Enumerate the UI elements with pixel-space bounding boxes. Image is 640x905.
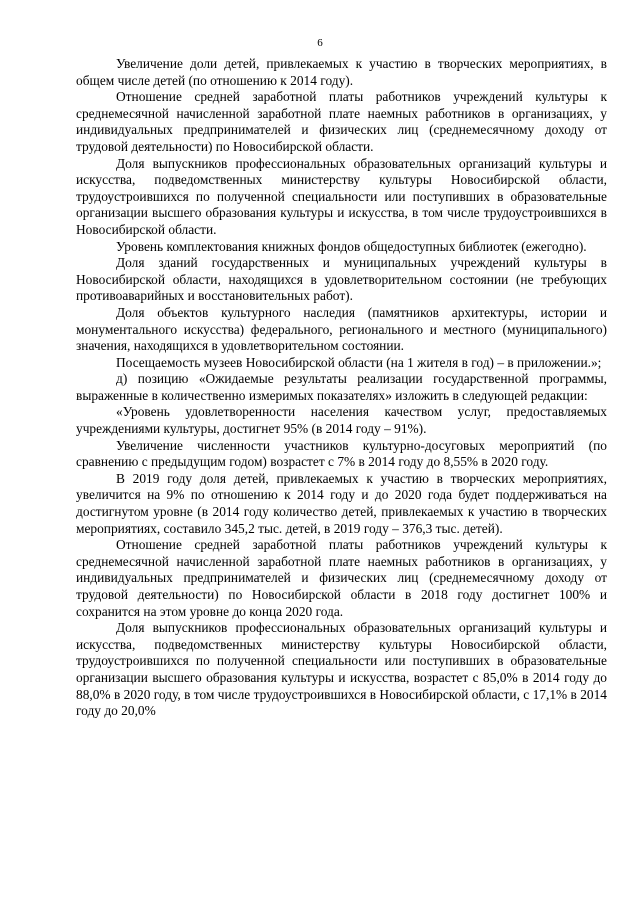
paragraph: «Уровень удовлетворенности населения качеством услуг, предоставляемых учреждениями культуры, достигнет 95% (в 2014 году – 91%).	[76, 404, 607, 437]
paragraph: Посещаемость музеев Новосибирской области (на 1 жителя в год) – в приложении.»;	[116, 354, 602, 370]
paragraph: Отношение средней заработной платы работников учреждений культуры к среднемесячной начисленной заработной плате наемных работников в организациях, у индивидуальных предпринимателей и физических лиц (среднемесячному доходу от трудовой деятельности) по Новосибирской области в 2018 году достигнет 100% и сохранится на этом уровне до конца 2020 года.	[76, 537, 607, 619]
paragraph: д) позицию «Ожидаемые результаты реализации государственной программы, выраженные в количественно измеримых показателях» изложить в следующей редакции:	[76, 371, 607, 403]
paragraph: Доля выпускников профессиональных образовательных организаций культуры и искусства, подведомственных министерству культуры Новосибирской области, трудоустроившихся по полученной специальности или поступивших в образовательные организации высшего образования культуры и искусства, возрастет с 85,0% в 2014 году до 88,0% в 2020 году, в том числе трудоустроившихся в Новосибирской области, с 17,1% в 2014 году до 20,0%	[76, 620, 607, 719]
paragraph: Доля объектов культурного наследия (памятников архитектуры, истории и монументального искусства) федерального, регионального и местного (муниципального) значения, находящихся в удовлетворительном состоянии.	[76, 304, 607, 354]
paragraph: Доля выпускников профессиональных образовательных организаций культуры и искусства, подведомственных министерству культуры Новосибирской области, трудоустроившихся по полученной специальности или поступивших в образовательные организации высшего образования культуры и искусства, в том числе трудоустроившихся в Новосибирской области.	[76, 155, 607, 237]
paragraph: Отношение средней заработной платы работников учреждений культуры к среднемесячной начисленной заработной плате наемных работников в организациях, у индивидуальных предпринимателей и физических лиц (среднемесячному доходу от трудовой деятельности) по Новосибирской области.	[76, 89, 607, 154]
paragraph: Увеличение доли детей, привлекаемых к участию в творческих мероприятиях, в общем числе детей (по отношению к 2014 году).	[76, 56, 607, 88]
page-number: 6	[317, 37, 323, 49]
paragraph: Доля зданий государственных и муниципальных учреждений культуры в Новосибирской области, находящихся в удовлетворительном состоянии (не требующих противоаварийных и восстановительных работ).	[76, 255, 607, 304]
paragraph: Увеличение численности участников культурно-досуговых мероприятий (по сравнению с предыдущим годом) возрастет с 7% в 2014 году до 8,55% в 2020 году.	[76, 437, 607, 470]
paragraph: В 2019 году доля детей, привлекаемых к участию в творческих мероприятиях, увеличится на 9% по отношению к 2014 году и до 2020 года будет поддерживаться на достигнутом уровне (в 2014 году количество детей, привлекаемых к участию в творческих мероприятиях, составило 345,2 тыс. детей, в 2019 году – 376,3 тыс. детей).	[76, 470, 607, 536]
document-body	[76, 56, 607, 720]
paragraph: Уровень комплектования книжных фондов общедоступных библиотек (ежегодно).	[116, 238, 587, 254]
